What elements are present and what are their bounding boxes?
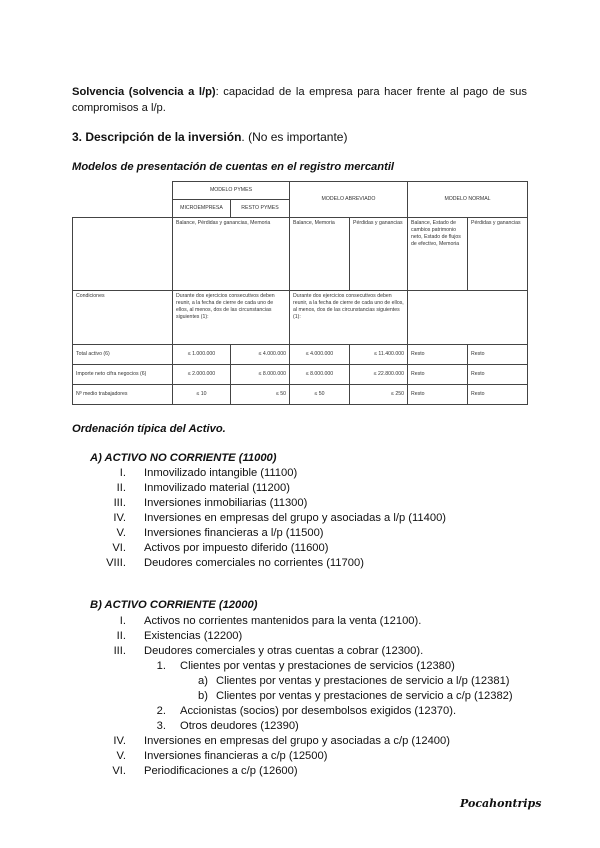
section-3-heading (72, 130, 347, 144)
section-3-title: 3. Descripción de la inversión (72, 130, 242, 144)
header-modelo-normal: MODELO NORMAL (408, 182, 528, 218)
list-item-number: II. (116, 630, 126, 642)
models-caption: Modelos de presentación de cuentas en el registro mercantil (72, 161, 395, 173)
row-abrev-1: ≤ 8.000.000 (290, 365, 350, 385)
header-modelo-abreviado: MODELO ABREVIADO (290, 182, 408, 218)
docs-pymes: Balance, Pérdidas y ganancias, Memoria (173, 218, 290, 291)
condiciones-pymes: Durante dos ejercicios consecutivos deben reunir, a la fecha de cierre de cada uno de ellos, al menos, dos de las circunstancias siguientes (1): (173, 291, 290, 345)
row-resto: ≤ 8.000.000 (231, 365, 290, 385)
row-resto: ≤ 4.000.000 (231, 345, 290, 365)
docs-abreviado-2: Pérdidas y ganancias (350, 218, 408, 291)
list-item-number: VIII. (106, 557, 126, 569)
row-normal-1: Resto (408, 365, 468, 385)
list-item: Periodificaciones a c/p (12600) (144, 765, 298, 777)
row-normal-1: Resto (408, 385, 468, 405)
section-a-title: A) ACTIVO NO CORRIENTE (11000) (90, 452, 277, 464)
row-label: Total activo (6) (73, 345, 173, 365)
row-label: Importe neto cifra negocios (6) (73, 365, 173, 385)
list-item: Otros deudores (12390) (180, 720, 299, 732)
list-item-number: I. (119, 467, 126, 479)
list-item: Inversiones en empresas del grupo y asociadas a c/p (12400) (144, 735, 450, 747)
list-item: Activos no corrientes mantenidos para la venta (12100). (144, 615, 422, 627)
list-item-number: V. (116, 750, 126, 762)
models-table (72, 181, 527, 404)
row-abrev-1: ≤ 50 (290, 385, 350, 405)
solvency-term: Solvencia (solvencia a l/p) (72, 86, 216, 98)
docs-abreviado-1: Balance, Memoria (290, 218, 350, 291)
list-item-number: VI. (112, 542, 126, 554)
list-item: Accionistas (socios) por desembolsos exigidos (12370). (180, 705, 457, 717)
list-item-number: IV. (113, 735, 126, 747)
solvency-paragraph (72, 85, 527, 116)
header-modelo-pymes: MODELO PYMES (173, 182, 290, 200)
list-item-number: V. (116, 527, 126, 539)
section-b-title: B) ACTIVO CORRIENTE (12000) (90, 599, 258, 611)
header-microempresa: MICROEMPRESA (173, 200, 231, 218)
ordenacion-caption: Ordenación típica del Activo. (72, 423, 226, 435)
condiciones-normal (408, 291, 528, 345)
section-3-note: . (No es importante) (241, 130, 348, 144)
docs-normal-1: Balance, Estado de cambios patrimonio neto, Estado de flujos de efectivo, Memoria (408, 218, 468, 291)
list-item: Inversiones financieras a l/p (11500) (144, 527, 324, 539)
row-micro: ≤ 1.000.000 (173, 345, 231, 365)
row-label: Nº medio trabajadores (73, 385, 173, 405)
table-corner (73, 182, 173, 218)
list-item-number: a) (198, 675, 208, 687)
list-item: Existencias (12200) (144, 630, 243, 642)
row-normal-2: Resto (468, 385, 528, 405)
row-abrev-2: ≤ 250 (350, 385, 408, 405)
list-item: Activos por impuesto diferido (11600) (144, 542, 329, 554)
list-item-number: II. (116, 482, 126, 494)
list-item-number: I. (119, 615, 126, 627)
list-item-number: b) (198, 690, 208, 702)
condiciones-label: Condiciones (73, 291, 173, 345)
list-item-number: IV. (113, 512, 126, 524)
solvency-definition: : capacidad de la empresa para hacer frente al pago de sus compromisos a l/p. (72, 86, 527, 114)
list-item-number: 2. (156, 705, 166, 717)
header-resto-pymes: RESTO PYMES (231, 200, 290, 218)
list-item-number: 3. (156, 720, 166, 732)
list-item: Clientes por ventas y prestaciones de servicio a l/p (12381) (216, 675, 510, 687)
docs-normal-2: Pérdidas y ganancias (468, 218, 528, 291)
list-item: Inversiones inmobiliarias (11300) (144, 497, 308, 509)
list-item-number: III. (113, 497, 126, 509)
list-item: Clientes por ventas y prestaciones de servicios (12380) (180, 660, 455, 672)
row-normal-1: Resto (408, 345, 468, 365)
list-item: Inmovilizado material (11200) (144, 482, 290, 494)
list-item: Clientes por ventas y prestaciones de servicio a c/p (12382) (216, 690, 513, 702)
docs-label-cell (73, 218, 173, 291)
list-item-number: 1. (156, 660, 166, 672)
row-resto: ≤ 50 (231, 385, 290, 405)
row-micro: ≤ 10 (173, 385, 231, 405)
row-normal-2: Resto (468, 365, 528, 385)
list-item: Inversiones en empresas del grupo y asociadas a l/p (11400) (144, 512, 447, 524)
signature: Pocahontrips (460, 797, 542, 810)
row-abrev-2: ≤ 22.800.000 (350, 365, 408, 385)
row-normal-2: Resto (468, 345, 528, 365)
condiciones-abreviado: Durante dos ejercicios consecutivos deben reunir, a la fecha de cierre de cada uno de ellos, al menos, dos de las circunstancias siguientes (1): (290, 291, 408, 345)
list-item: Inversiones financieras a c/p (12500) (144, 750, 328, 762)
list-item: Deudores comerciales y otras cuentas a cobrar (12300). (144, 645, 424, 657)
row-micro: ≤ 2.000.000 (173, 365, 231, 385)
list-item-number: VI. (112, 765, 126, 777)
list-item: Deudores comerciales no corrientes (11700) (144, 557, 364, 569)
row-abrev-2: ≤ 11.400.000 (350, 345, 408, 365)
list-item: Inmovilizado intangible (11100) (144, 467, 298, 479)
row-abrev-1: ≤ 4.000.000 (290, 345, 350, 365)
list-item-number: III. (113, 645, 126, 657)
